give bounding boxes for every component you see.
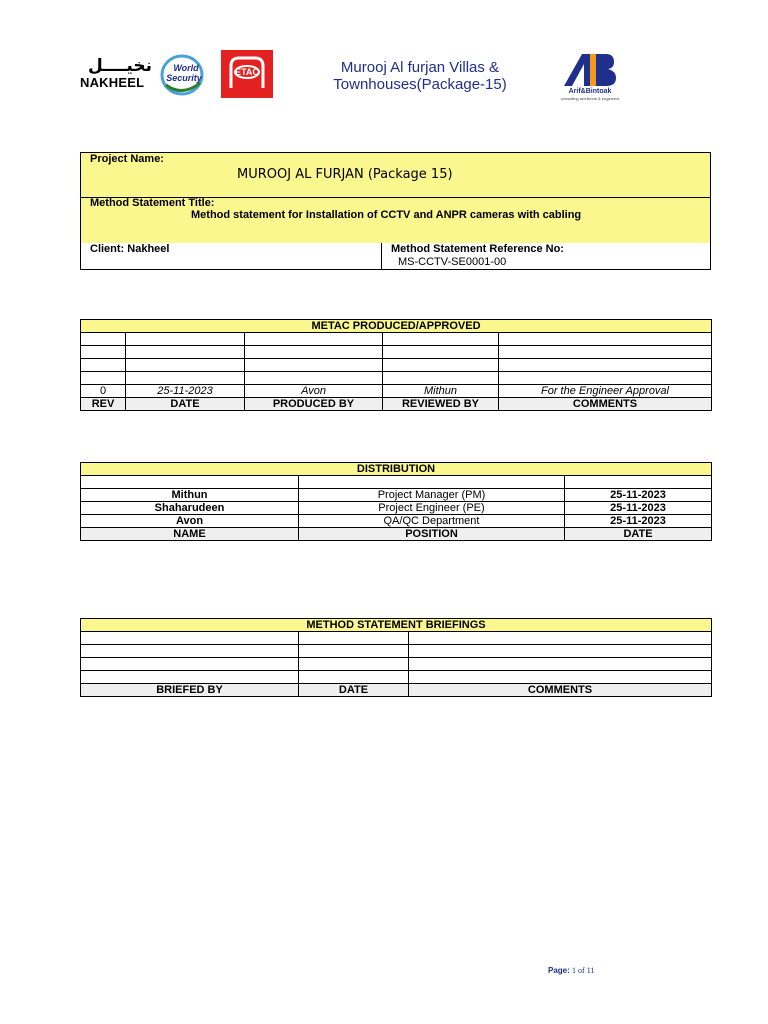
- table-row: [81, 372, 712, 385]
- metac-produced-by: Avon: [245, 385, 383, 398]
- distribution-title-row: [81, 463, 712, 476]
- metac-header-date: DATE: [126, 398, 245, 411]
- arif-bintoak-logo: [560, 50, 620, 110]
- metac-comments: For the Engineer Approval: [499, 385, 712, 398]
- distribution-header-row: [81, 528, 712, 541]
- distribution-row: [81, 502, 712, 515]
- world-security-logo: [160, 53, 210, 97]
- svg-text:Security: Security: [166, 73, 202, 83]
- page-label: Page:: [548, 966, 570, 975]
- document-header-title: [300, 59, 540, 93]
- distribution-row: [81, 489, 712, 502]
- distribution-header-position: POSITION: [299, 528, 565, 541]
- project-name-row: [81, 153, 710, 198]
- distribution-position: QA/QC Department: [299, 515, 565, 528]
- briefings-header-row: [81, 684, 712, 697]
- table-row: [81, 476, 712, 489]
- table-row: [81, 346, 712, 359]
- distribution-name: Avon: [81, 515, 299, 528]
- distribution-name: Mithun: [81, 489, 299, 502]
- briefings-title-row: [81, 619, 712, 632]
- header-title-line1: Murooj Al furjan Villas &: [340, 59, 500, 76]
- project-name-value: MUROOJ AL FURJAN (Package 15): [237, 167, 453, 182]
- ref-label: Method Statement Reference No:: [391, 243, 564, 255]
- distribution-header-name: NAME: [81, 528, 299, 541]
- table-row: [81, 645, 712, 658]
- distribution-title: DISTRIBUTION: [81, 463, 712, 476]
- briefings-header-date: DATE: [299, 684, 409, 697]
- briefings-header-briefed-by: BRIEFED BY: [81, 684, 299, 697]
- distribution-position: Project Manager (PM): [299, 489, 565, 502]
- briefings-table: [80, 618, 712, 697]
- metac-title-row: [81, 320, 712, 333]
- table-row: [81, 658, 712, 671]
- ms-title-row: [81, 197, 710, 244]
- distribution-date: 25-11-2023: [565, 515, 712, 528]
- distribution-header-date: DATE: [565, 528, 712, 541]
- header-title-line2: Townhouses(Package-15): [333, 76, 507, 93]
- metac-header-produced-by: PRODUCED BY: [245, 398, 383, 411]
- metac-reviewed-by: Mithun: [383, 385, 499, 398]
- page-footer: [548, 966, 594, 975]
- distribution-table: [80, 462, 712, 541]
- svg-text:World: World: [173, 63, 199, 73]
- project-info-box: [80, 152, 711, 270]
- distribution-date: 25-11-2023: [565, 489, 712, 502]
- nakheel-latin-text: NAKHEEL: [80, 75, 145, 90]
- ab-subtitle-text: consulting architects & engineers: [560, 96, 620, 101]
- metac-table: [80, 319, 712, 411]
- project-name-label: Project Name:: [90, 153, 164, 165]
- distribution-date: 25-11-2023: [565, 502, 712, 515]
- table-row: [81, 359, 712, 372]
- metac-header-comments: COMMENTS: [499, 398, 712, 411]
- metac-header-row: [81, 398, 712, 411]
- ms-title-value: Method statement for Installation of CCTV and ANPR cameras with cabling: [191, 209, 582, 221]
- table-row: [81, 632, 712, 645]
- etac-label: ETAC: [235, 67, 259, 77]
- distribution-position: Project Engineer (PE): [299, 502, 565, 515]
- distribution-row: [81, 515, 712, 528]
- distribution-name: Shaharudeen: [81, 502, 299, 515]
- table-row: [81, 333, 712, 346]
- client-ref-divider: [381, 243, 382, 269]
- metac-header-rev: REV: [81, 398, 126, 411]
- ab-name-text: Arif&Bintoak: [568, 88, 612, 95]
- page-number: 1 of 11: [572, 966, 595, 975]
- client-ref-row: [81, 243, 710, 269]
- nakheel-logo: [80, 56, 152, 98]
- ms-title-label: Method Statement Title:: [90, 197, 215, 209]
- metac-data-row: [81, 385, 712, 398]
- metac-date: 25-11-2023: [126, 385, 245, 398]
- ref-value: MS-CCTV-SE0001-00: [398, 256, 507, 268]
- briefings-title: METHOD STATEMENT BRIEFINGS: [81, 619, 712, 632]
- metac-rev: 0: [81, 385, 126, 398]
- ab-monogram-icon: [560, 50, 620, 88]
- table-row: [81, 671, 712, 684]
- world-security-globe-icon: [160, 53, 210, 97]
- etac-logo: [221, 50, 273, 98]
- client-label: Client: Nakheel: [90, 243, 170, 255]
- metac-title: METAC PRODUCED/APPROVED: [81, 320, 712, 333]
- briefings-header-comments: COMMENTS: [409, 684, 712, 697]
- metac-header-reviewed-by: REVIEWED BY: [383, 398, 499, 411]
- nakheel-arabic-text: نخيــــل: [88, 56, 152, 76]
